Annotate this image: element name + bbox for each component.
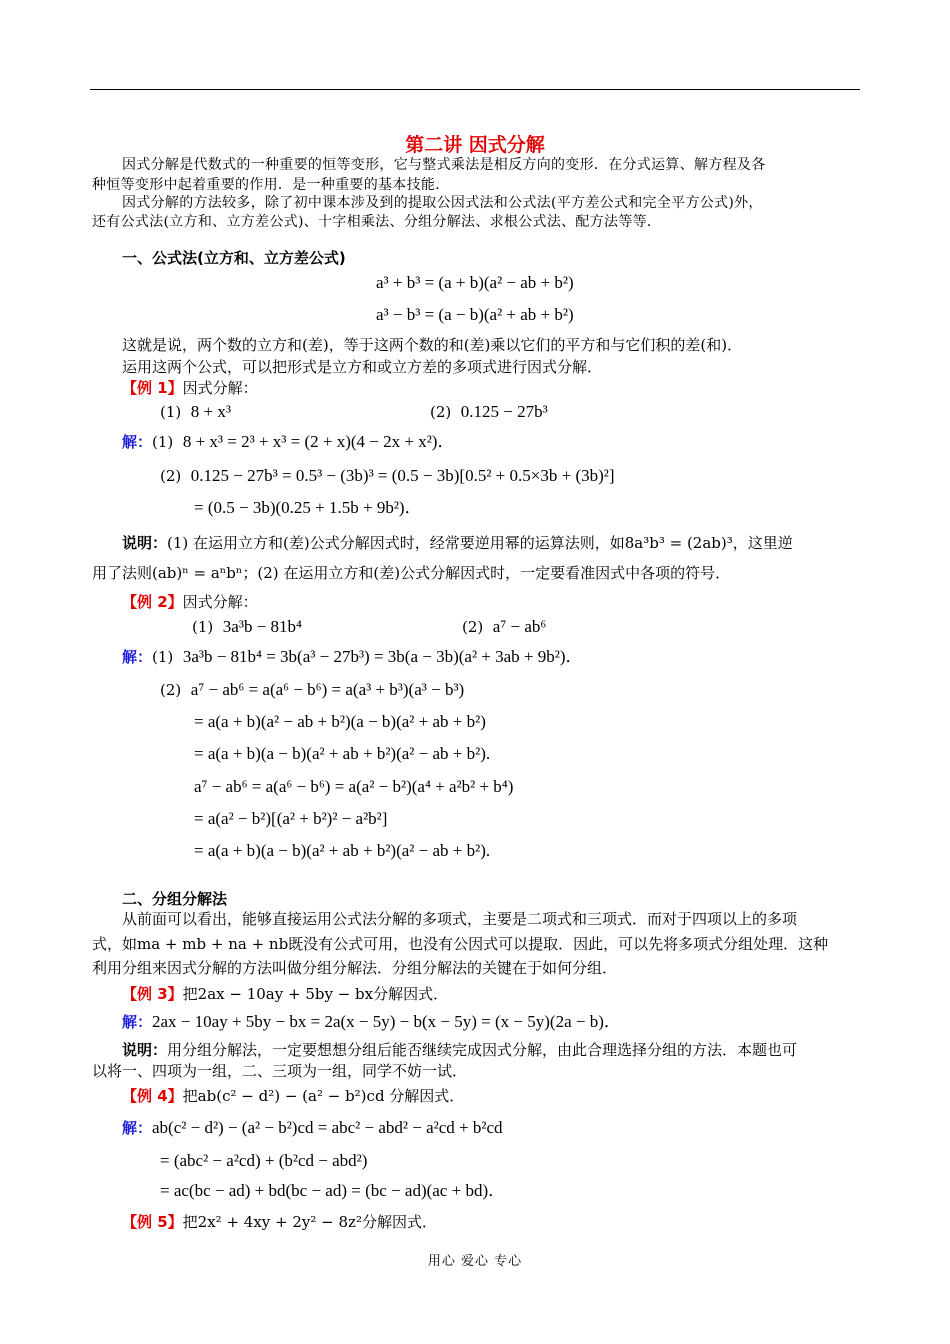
- example-2-header: [122, 592, 258, 612]
- note-tag: 说明：: [122, 534, 168, 552]
- math-expression: 3a³b − 81b⁴: [222, 617, 302, 636]
- example-1-solution-1: [122, 432, 454, 452]
- note-1-line-1: [122, 533, 793, 553]
- section-2-text-2: 式，如ma + mb + na + nb既没有公式可用，也没有公因式可以提取．因此，可以先将多项式分组处理．这种: [92, 935, 829, 953]
- solution-number: (1): [152, 433, 174, 451]
- example-4-solution-2: = (abc² − a²cd) + (b²cd − abd²): [160, 1151, 368, 1170]
- solution-tag: 解：: [122, 1119, 153, 1137]
- note-tag: 说明：: [122, 1041, 168, 1059]
- note-1-line-2: 用了法则(ab)ⁿ = aⁿbⁿ；(2) 在运用立方和(差)公式分解因式时，一定要看准因式中各项的符号．: [92, 564, 731, 582]
- intro-line-3: 因式分解的方法较多，除了初中课本涉及到的提取公因式法和公式法(平方差公式和完全平方公式)外，: [122, 195, 763, 211]
- example-5-header: [122, 1212, 437, 1232]
- example-2-problem-2: [462, 617, 546, 637]
- example-3-tag: 【例 3】: [122, 985, 183, 1003]
- section-1-text-2: 运用这两个公式，可以把形式是立方和或立方差的多项式进行因式分解．: [122, 358, 603, 376]
- example-2-step-3: = a(a + b)(a − b)(a² + ab + b²)(a² − ab + b²).: [194, 744, 491, 763]
- problem-number: (2): [430, 403, 452, 421]
- example-2-problem-1: [192, 617, 302, 637]
- example-2-tag: 【例 2】: [122, 593, 183, 611]
- math-expression: 3a³b − 81b⁴ = 3b(a³ − 27b³) = 3b(a − 3b)(a² + 3ab + 9b²)．: [182, 647, 583, 666]
- note-3-line-2: 以将一、四项为一组，二、三项为一组，同学不妨一试．: [92, 1062, 468, 1080]
- solution-number: (2): [160, 681, 182, 699]
- math-expression: 8 + x³: [190, 402, 231, 421]
- example-1-problem-1: [160, 402, 231, 422]
- math-expression: a⁷ − ab⁶ = a(a⁶ − b⁶) = a(a³ + b³)(a³ − b³): [190, 680, 465, 699]
- example-2-step-2: = a(a + b)(a² − ab + b²)(a − b)(a² + ab + b²): [194, 712, 486, 731]
- math-expression: 0.125 − 27b³ = 0.5³ − (3b)³ = (0.5 − 3b)[0.5² + 0.5×3b + (3b)²]: [190, 466, 615, 485]
- section-1-text-1: 这就是说，两个数的立方和(差)，等于这两个数的和(差)乘以它们的平方和与它们积的差(和)．: [122, 336, 743, 354]
- solution-tag: 解：: [122, 648, 153, 666]
- math-expression: a⁷ − ab⁶: [492, 617, 547, 636]
- example-4-prompt: 把ab(c² − d²) − (a² − b²)cd 分解因式．: [182, 1087, 465, 1105]
- example-4-tag: 【例 4】: [122, 1087, 183, 1105]
- example-1-prompt: 因式分解：: [182, 379, 258, 397]
- math-expression: 2ax − 10ay + 5by − bx = 2a(x − 5y) − b(x − 5y) = (x − 5y)(2a − b)．: [152, 1012, 621, 1031]
- intro-line-2: 种恒等变形中起着重要的作用．是一种重要的基本技能．: [92, 177, 450, 193]
- formula-sum-of-cubes: a³ + b³ = (a + b)(a² − ab + b²): [376, 273, 574, 292]
- example-5-tag: 【例 5】: [122, 1213, 183, 1231]
- example-1-solution-2-cont: = (0.5 − 3b)(0.25 + 1.5b + 9b²)．: [194, 498, 422, 517]
- formula-difference-of-cubes: a³ − b³ = (a − b)(a² + ab + b²): [376, 305, 574, 324]
- example-3-header: [122, 984, 448, 1004]
- example-2-solution-2: [160, 680, 464, 700]
- example-2-step-5: = a(a² − b²)[(a² + b²)² − a²b²]: [194, 809, 388, 828]
- math-expression: 8 + x³ = 2³ + x³ = (2 + x)(4 − 2x + x²)．: [182, 432, 455, 451]
- example-1-header: [122, 378, 258, 398]
- intro-line-1: 因式分解是代数式的一种重要的恒等变形，它与整式乘法是相反方向的变形．在分式运算、解方程及各: [122, 157, 766, 173]
- solution-tag: 解：: [122, 1013, 153, 1031]
- example-2-step-6: = a(a + b)(a − b)(a² + ab + b²)(a² − ab + b²).: [194, 841, 491, 860]
- header-rule: [90, 89, 860, 90]
- problem-number: (1): [192, 618, 214, 636]
- example-1-problem-2: [430, 402, 548, 422]
- section-2-heading: 二、分组分解法: [122, 890, 228, 908]
- section-2-text-3: 利用分组来因式分解的方法叫做分组分解法．分组分解法的关键在于如何分组．: [92, 959, 618, 977]
- example-1-solution-2: [160, 466, 615, 486]
- example-2-prompt: 因式分解：: [182, 593, 258, 611]
- page-title: 第二讲 因式分解: [405, 134, 545, 156]
- section-1-heading: 一、公式法(立方和、立方差公式): [122, 249, 346, 267]
- example-4-header: [122, 1086, 464, 1106]
- math-expression: 0.125 − 27b³: [460, 402, 548, 421]
- solution-tag: 解：: [122, 433, 153, 451]
- math-expression: ab(c² − d²) − (a² − b²)cd = abc² − abd² − a²cd + b²cd: [152, 1118, 503, 1137]
- note-3-line-1: [122, 1040, 797, 1060]
- example-5-prompt: 把2x² + 4xy + 2y² − 8z²分解因式．: [182, 1213, 437, 1231]
- problem-number: (2): [462, 618, 484, 636]
- example-2-solution-1: [122, 647, 583, 667]
- example-1-tag: 【例 1】: [122, 379, 183, 397]
- solution-number: (1): [152, 648, 174, 666]
- problem-number: (1): [160, 403, 182, 421]
- example-2-step-4: a⁷ − ab⁶ = a(a⁶ − b⁶) = a(a² − b²)(a⁴ + a²b² + b⁴): [194, 777, 514, 796]
- example-3-solution: [122, 1012, 621, 1032]
- example-4-solution-1: [122, 1118, 503, 1138]
- note-text: 用分组分解法，一定要想想分组后能否继续完成因式分解，由此合理选择分组的方法．本题也可: [167, 1041, 798, 1059]
- section-2-text-1: 从前面可以看出，能够直接运用公式法分解的多项式，主要是二项式和三项式．而对于四项以上的多项: [122, 910, 798, 928]
- intro-line-4: 还有公式法(立方和、立方差公式)、十字相乘法、分组分解法、求根公式法、配方法等等．: [92, 214, 662, 230]
- note-text: (1) 在运用立方和(差)公式分解因式时，经常要逆用幂的运算法则，如8a³b³ = (2ab)³，这里逆: [167, 534, 793, 552]
- example-3-prompt: 把2ax − 10ay + 5by − bx分解因式．: [182, 985, 449, 1003]
- solution-number: (2): [160, 467, 182, 485]
- page-footer: 用心 爱心 专心: [427, 1254, 523, 1269]
- example-4-solution-3: = ac(bc − ad) + bd(bc − ad) = (bc − ad)(ac + bd)．: [160, 1181, 506, 1200]
